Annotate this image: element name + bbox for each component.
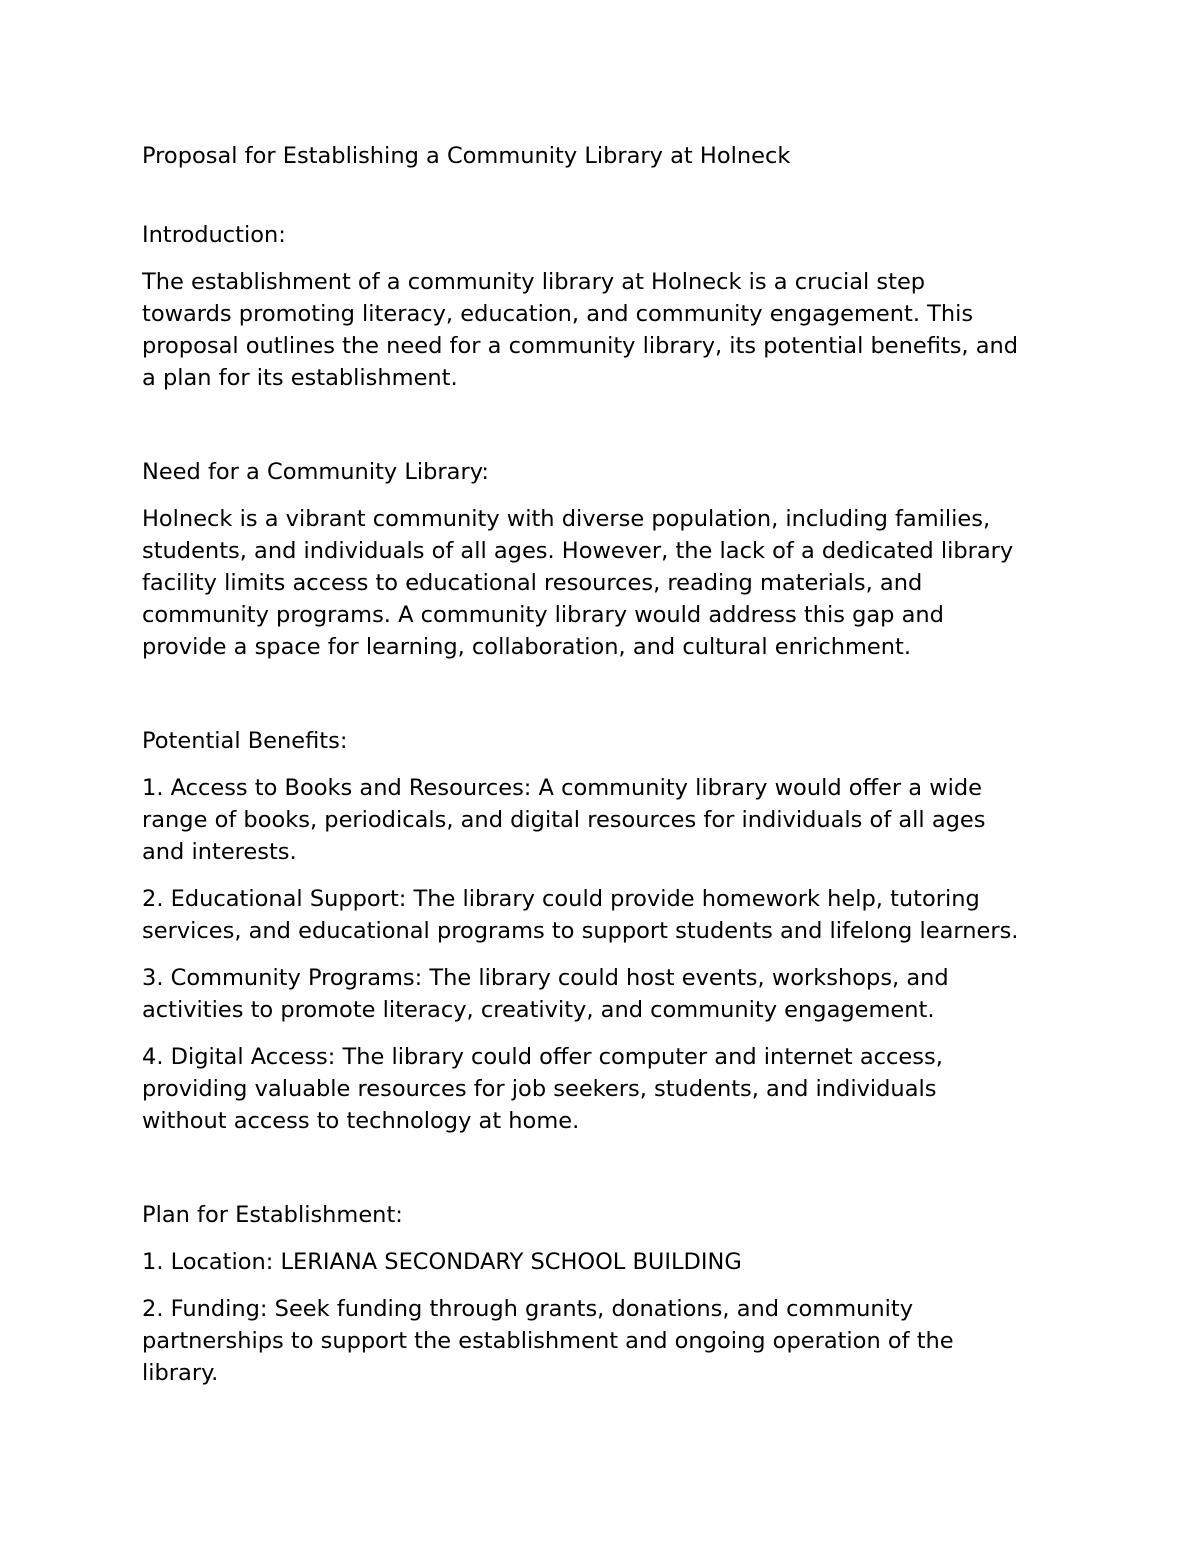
need-paragraph xyxy=(142,503,1072,663)
paragraph-line: Holneck is a vibrant community with diverse population, including families, xyxy=(142,506,991,532)
plan-item-1 xyxy=(142,1246,1072,1278)
plan-heading: Plan for Establishment: xyxy=(142,1202,403,1228)
paragraph-line: provide a space for learning, collaboration, and cultural enrichment. xyxy=(142,634,911,660)
paragraph-line: providing valuable resources for job seekers, students, and individuals xyxy=(142,1076,937,1102)
paragraph-line: 1. Access to Books and Resources: A community library would offer a wide xyxy=(142,775,982,801)
benefit-item-1 xyxy=(142,772,1072,868)
paragraph-line: community programs. A community library would address this gap and xyxy=(142,602,944,628)
paragraph-line: 2. Educational Support: The library could provide homework help, tutoring xyxy=(142,886,980,912)
introduction-heading: Introduction: xyxy=(142,222,286,248)
paragraph-line: without access to technology at home. xyxy=(142,1108,580,1134)
paragraph-line: activities to promote literacy, creativity, and community engagement. xyxy=(142,997,935,1023)
paragraph-line: The establishment of a community library at Holneck is a crucial step xyxy=(142,269,926,295)
benefit-item-2 xyxy=(142,883,1072,947)
paragraph-line: library. xyxy=(142,1360,219,1386)
need-heading: Need for a Community Library: xyxy=(142,459,489,485)
paragraph-line: 2. Funding: Seek funding through grants, donations, and community xyxy=(142,1296,914,1322)
benefit-item-3 xyxy=(142,962,1072,1026)
paragraph-line: 1. Location: LERIANA SECONDARY SCHOOL BUILDING xyxy=(142,1249,742,1275)
paragraph-line: towards promoting literacy, education, and community engagement. This xyxy=(142,301,974,327)
paragraph-line: and interests. xyxy=(142,839,297,865)
paragraph-line: proposal outlines the need for a community library, its potential benefits, and xyxy=(142,333,1019,359)
introduction-paragraph xyxy=(142,266,1072,394)
paragraph-line: 4. Digital Access: The library could offer computer and internet access, xyxy=(142,1044,943,1070)
paragraph-line: partnerships to support the establishment and ongoing operation of the xyxy=(142,1328,954,1354)
document-page xyxy=(142,140,1072,1389)
benefit-item-4 xyxy=(142,1041,1072,1137)
plan-item-2 xyxy=(142,1293,1072,1389)
paragraph-line: facility limits access to educational resources, reading materials, and xyxy=(142,570,923,596)
paragraph-line: a plan for its establishment. xyxy=(142,365,458,391)
document-title: Proposal for Establishing a Community Library at Holneck xyxy=(142,143,791,169)
paragraph-line: services, and educational programs to support students and lifelong learners. xyxy=(142,918,1019,944)
paragraph-line: 3. Community Programs: The library could host events, workshops, and xyxy=(142,965,949,991)
paragraph-line: range of books, periodicals, and digital resources for individuals of all ages xyxy=(142,807,986,833)
paragraph-line: students, and individuals of all ages. However, the lack of a dedicated library xyxy=(142,538,1014,564)
benefits-heading: Potential Benefits: xyxy=(142,728,348,754)
